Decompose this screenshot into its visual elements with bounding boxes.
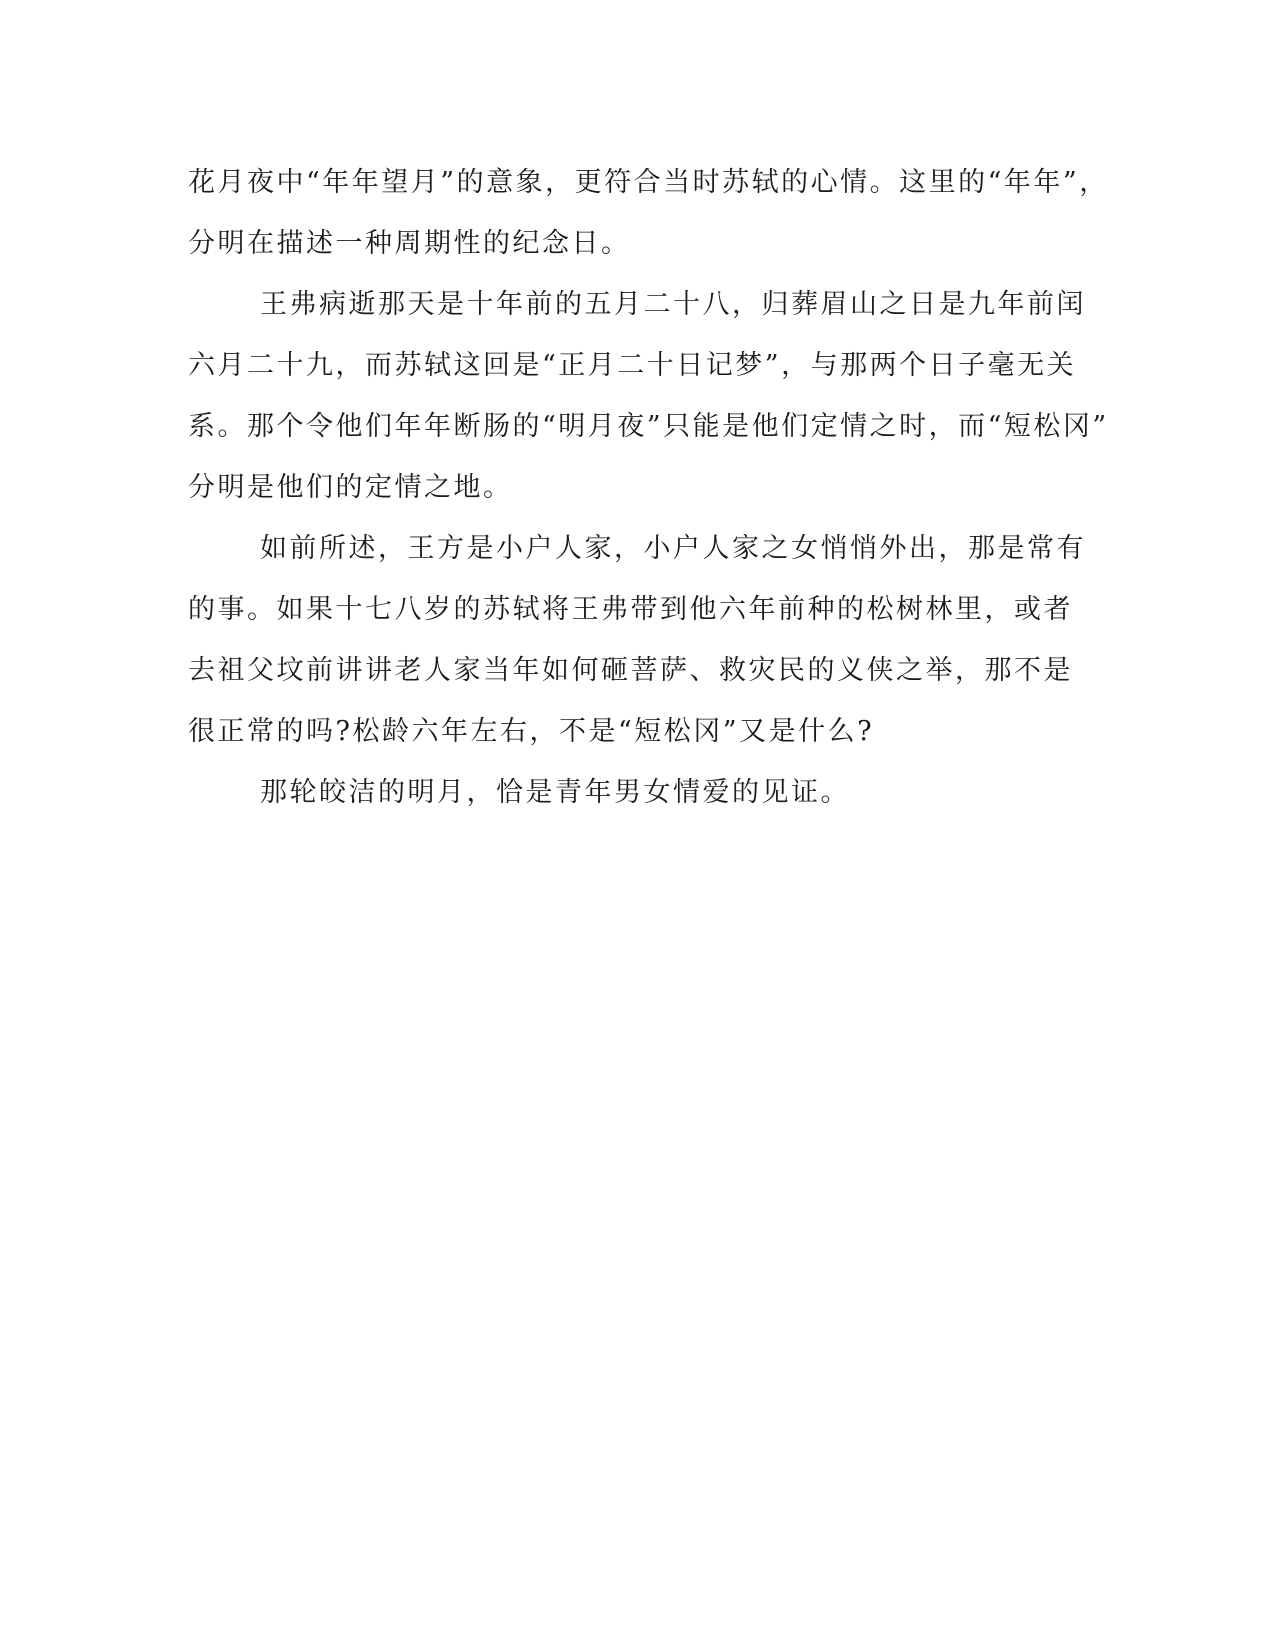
paragraph-2 [188,274,1109,518]
text-line: 分明在描述一种周期性的纪念日。 [188,228,631,259]
text-line: 花月夜中“年年望月”的意象，更符合当时苏轼的心情。这里的“年年”， [188,167,1109,198]
text-line: 的事。如果十七八岁的苏轼将王弗带到他六年前种的松树林里，或者 [188,594,1073,625]
text-line: 系。那个令他们年年断肠的“明月夜”只能是他们定情之时，而“短松冈” [188,411,1109,442]
text-line: 那轮皎洁的明月，恰是青年男女情爱的见证。 [260,777,850,808]
text-line: 六月二十九，而苏轼这回是“正月二十日记梦”，与那两个日子毫无关 [188,350,1077,381]
paragraph-4 [188,762,1088,823]
text-line: 分明是他们的定情之地。 [188,472,513,503]
document-body [188,152,1109,823]
text-line: 很正常的吗?松龄六年左右，不是“短松冈”又是什么? [188,716,875,747]
text-line: 如前所述，王方是小户人家，小户人家之女悄悄外出，那是常有 [260,533,1086,564]
text-line: 去祖父坟前讲讲老人家当年如何砸菩萨、救灾民的义侠之举，那不是 [188,655,1073,686]
paragraph-1 [188,152,1109,274]
paragraph-3 [188,518,1088,762]
text-line: 王弗病逝那天是十年前的五月二十八，归葬眉山之日是九年前闰 [260,289,1086,320]
